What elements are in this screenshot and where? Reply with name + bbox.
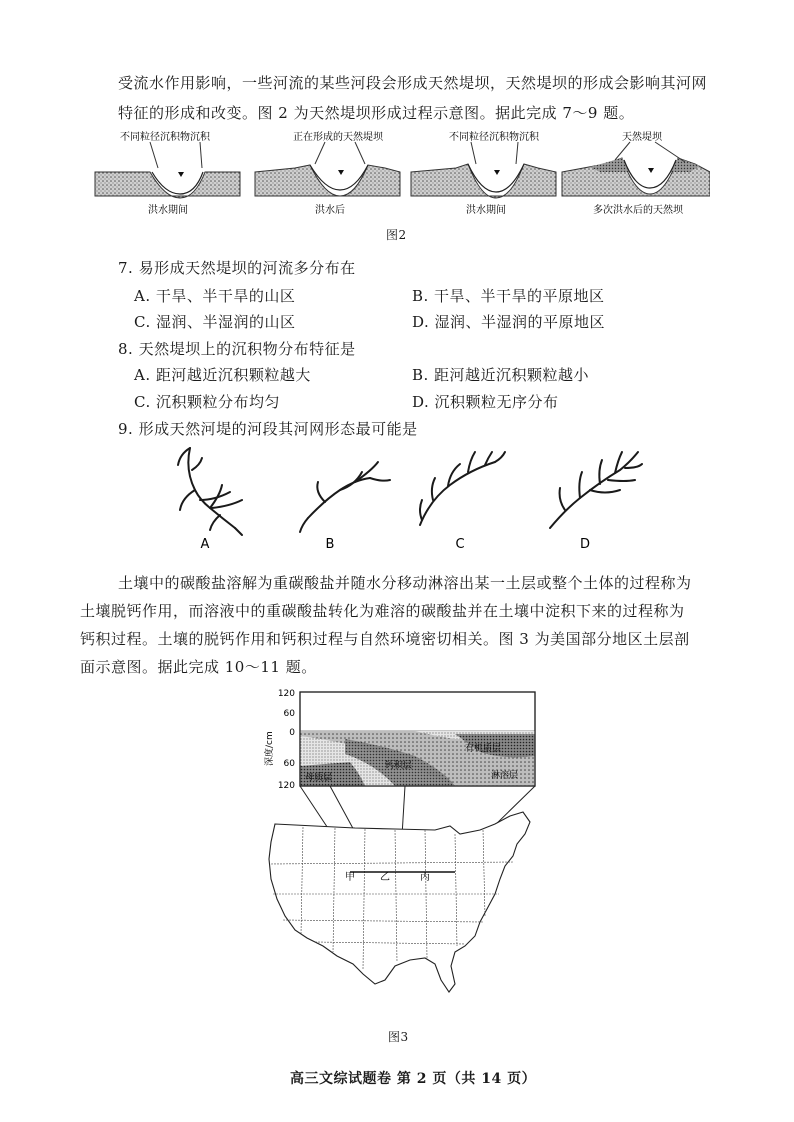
fig2-panel-2-bottom: 洪水后 [315, 205, 345, 216]
intro1-line2: 特征的形成和改变。图 2 为天然堤坝形成过程示意图。据此完成 7～9 题。 [118, 104, 635, 122]
q7-option-a: A. 干旱、半干旱的山区 [134, 287, 296, 305]
fig3-tick-2: 60 [283, 709, 295, 719]
fig2-panel-2-top: 正在形成的天然堤坝 [293, 132, 383, 143]
fig3-layer-parent: 母质层 [305, 773, 333, 783]
q9-label-b: B [325, 537, 335, 552]
intro1-line1: 受流水作用影响，一些河流的某些河段会形成天然堤坝，天然堤坝的形成会影响其河网 [118, 74, 708, 92]
fig3-ylabel: 深度/cm [265, 731, 275, 766]
fig3-layer-organic: 有机质层 [465, 744, 502, 754]
q8-option-d: D. 沉积颗粒无序分布 [412, 393, 559, 411]
fig2-panel-1-top: 不同粒径沉积物沉积 [120, 132, 210, 143]
fig2-panel-1-bottom: 洪水期间 [148, 205, 188, 216]
q8-option-c: C. 沉积颗粒分布均匀 [134, 393, 280, 411]
fig2-panel-3-bottom: 洪水期间 [466, 205, 506, 216]
intro2-line1: 土壤中的碳酸盐溶解为重碳酸盐并随水分移动淋溶出某一土层或整个土体的过程称为 [118, 574, 692, 592]
river-pattern-c [420, 452, 505, 525]
fig2-panel-2 [255, 130, 400, 216]
fig2-panel-3-top: 不同粒径沉积物沉积 [449, 132, 539, 143]
q9-river-network-options [150, 440, 650, 555]
q9-label-c: C [455, 537, 465, 552]
fig2-panel-4 [562, 130, 710, 216]
fig3-tick-4: 60 [283, 759, 295, 769]
river-pattern-d [550, 452, 642, 528]
fig2-panel-4-top: 天然堤坝 [622, 132, 662, 143]
figure-2-levee-diagram [90, 128, 710, 228]
intro2-line2: 土壤脱钙作用，而溶液中的重碳酸盐转化为难溶的碳酸盐并在土壤中淀积下来的过程称为 [80, 602, 685, 620]
q8-option-a: A. 距河越近沉积颗粒越大 [134, 366, 311, 384]
fig3-tick-1: 120 [277, 689, 295, 699]
fig3-place-jia: 甲 [345, 872, 355, 883]
river-pattern-a [178, 448, 242, 535]
q7-option-c: C. 湿润、半湿润的山区 [134, 313, 296, 331]
fig3-tick-3: 0 [289, 728, 295, 738]
q7-stem: 7. 易形成天然堤坝的河流多分布在 [118, 259, 356, 277]
q9-label-a: A [200, 537, 210, 552]
intro2-line4: 面示意图。据此完成 10～11 题。 [80, 658, 317, 676]
fig2-panel-1 [95, 130, 240, 216]
fig3-tick-5: 120 [277, 781, 295, 791]
fig3-layer-calcic: 钙积层 [385, 761, 413, 771]
q7-option-b: B. 干旱、半干旱的平原地区 [412, 287, 605, 305]
figure-3-caption: 图3 [388, 1030, 409, 1044]
q9-label-d: D [579, 537, 591, 552]
fig2-panel-4-bottom: 多次洪水后的天然坝 [593, 205, 683, 216]
river-pattern-b [300, 462, 390, 532]
fig3-place-yi: 乙 [380, 872, 390, 883]
intro2-line3: 钙积过程。土壤的脱钙作用和钙积过程与自然环境密切相关。图 3 为美国部分地区土层剖 [80, 630, 690, 648]
usa-map [269, 812, 530, 992]
figure-2-caption: 图2 [386, 228, 407, 242]
q9-stem: 9. 形成天然河堤的河段其河网形态最可能是 [118, 420, 418, 438]
figure-3-soil-profile-map [255, 684, 555, 1024]
fig2-panel-3 [411, 130, 556, 216]
fig3-place-bing: 丙 [420, 872, 430, 883]
fig3-layer-leached: 淋溶层 [491, 771, 519, 781]
page-footer: 高三文综试题卷 第 2 页（共 14 页） [290, 1071, 537, 1087]
q8-stem: 8. 天然堤坝上的沉积物分布特征是 [118, 340, 356, 358]
q8-option-b: B. 距河越近沉积颗粒越小 [412, 366, 590, 384]
q7-option-d: D. 湿润、半湿润的平原地区 [412, 313, 606, 331]
